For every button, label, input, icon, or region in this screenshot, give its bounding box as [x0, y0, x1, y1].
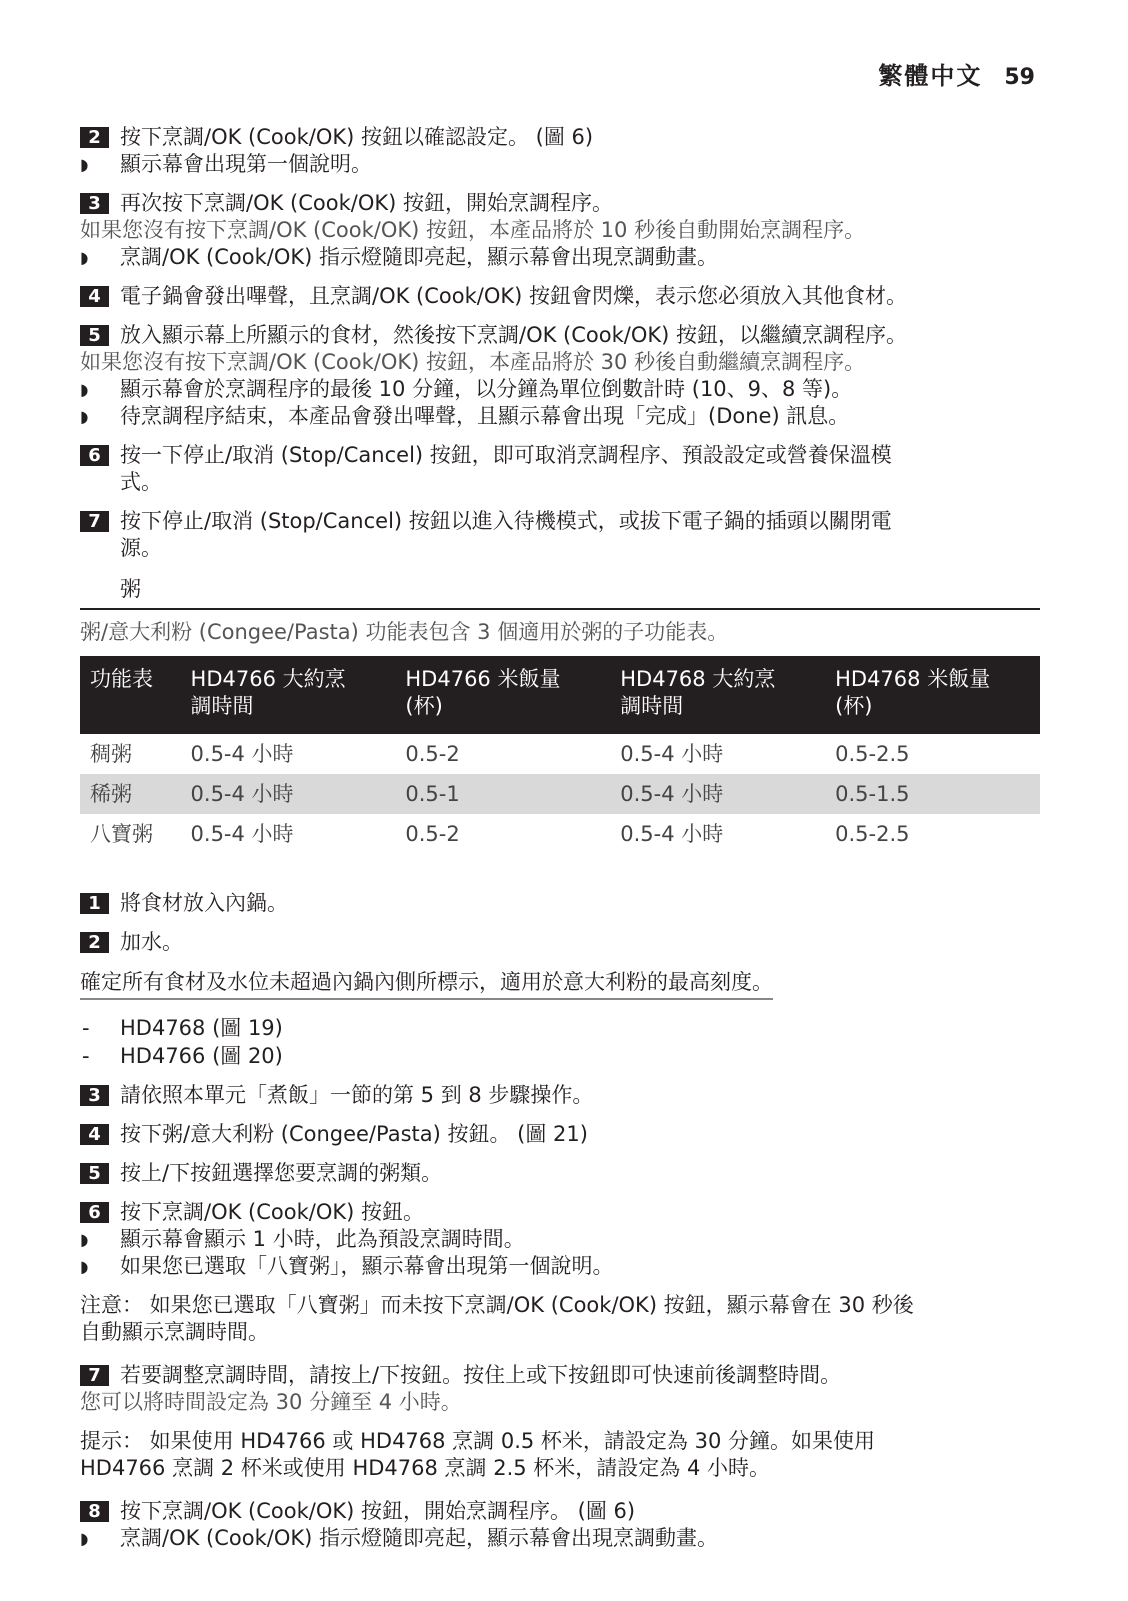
step-4 [80, 1121, 1040, 1148]
bullet-item [80, 1253, 1040, 1280]
caution-line-1: 注意： 如果您已選取「八寶粥」而未按下烹調/OK (Cook/OK) 按鈕，顯示幕會在 30 秒後 [80, 1293, 914, 1317]
model-text: HD4766 (圖 20) [120, 1044, 283, 1068]
page-header [878, 56, 1035, 91]
bullet-item [80, 403, 1040, 430]
table-row [80, 814, 1040, 854]
step-number: 8 [80, 1501, 109, 1522]
step-number: 3 [80, 193, 109, 214]
step-5 [80, 322, 1040, 430]
step-1 [80, 890, 1040, 917]
step-number: 3 [80, 1085, 109, 1106]
table-cell: 0.5-4 小時 [610, 774, 825, 814]
step-text: 電子鍋會發出嗶聲，且烹調/OK (Cook/OK) 按鈕會閃爍，表示您必須放入其他食材。 [120, 284, 908, 308]
column-header [395, 656, 610, 734]
caution-note [80, 1292, 1040, 1346]
water-level-note: 確定所有食材及水位未超過內鍋內側所標示，適用於意大利粉的最高刻度。 [80, 968, 773, 1000]
bullet-item [80, 1226, 1040, 1253]
bullet-item [80, 244, 1040, 271]
bullet-text: 烹調/OK (Cook/OK) 指示燈隨即亮起，顯示幕會出現烹調動畫。 [120, 245, 719, 269]
column-header-line: HD4766 米飯量 [405, 667, 561, 691]
congee-menu-table [80, 656, 1040, 854]
language-label: 繁體中文 [878, 62, 983, 90]
table-cell: 稠粥 [90, 742, 132, 766]
intro-steps [80, 124, 1040, 562]
step-text: 請依照本單元「煮飯」一節的第 5 到 8 步驟操作。 [120, 1083, 594, 1107]
tip-line-1: 提示： 如果使用 HD4766 或 HD4768 烹調 0.5 杯米，請設定為 30 分鐘。如果使用 [80, 1429, 876, 1453]
table-cell: 0.5-2 [405, 742, 460, 766]
step-6 [80, 1199, 1040, 1280]
bullet-icon: ◗ [80, 248, 89, 267]
step-subtext: 如果您沒有按下烹調/OK (Cook/OK) 按鈕，本產品將於 10 秒後自動開始烹調程序。 [80, 218, 866, 242]
table-cell: 0.5-4 小時 [190, 742, 294, 766]
step-number: 7 [80, 1365, 109, 1386]
table-cell: 0.5-2.5 [835, 742, 910, 766]
step-text: 按下粥/意大利粉 (Congee/Pasta) 按鈕。 (圖 21) [120, 1122, 588, 1146]
step-text-continued: 式。 [120, 470, 162, 494]
table-header-row [80, 656, 1040, 734]
step-text: 再次按下烹調/OK (Cook/OK) 按鈕，開始烹調程序。 [120, 191, 614, 215]
section-title: 粥 [80, 574, 1040, 610]
step-6 [80, 442, 1040, 496]
bullet-icon: ◗ [80, 1230, 89, 1249]
dash-icon: - [82, 1044, 90, 1068]
bullet-icon: ◗ [80, 407, 89, 426]
column-header-line: 功能表 [90, 667, 153, 691]
table-cell: 稀粥 [80, 774, 181, 814]
step-subtext: 如果您沒有按下烹調/OK (Cook/OK) 按鈕，本產品將於 30 秒後自動繼續烹調程序。 [80, 350, 866, 374]
step-2 [80, 124, 1040, 178]
step-number: 5 [80, 325, 109, 346]
step-number: 4 [80, 1124, 109, 1145]
column-header [825, 656, 1040, 734]
model-list [80, 1014, 1040, 1070]
table-row [80, 774, 1040, 814]
table-cell: 0.5-4 小時 [190, 822, 294, 846]
step-7 [80, 508, 1040, 562]
bullet-text: 烹調/OK (Cook/OK) 指示燈隨即亮起，顯示幕會出現烹調動畫。 [120, 1526, 719, 1550]
step-number: 1 [80, 893, 109, 914]
table-cell: 0.5-4 小時 [620, 822, 724, 846]
column-header-line: 調時間 [190, 694, 254, 718]
step-number: 2 [80, 932, 109, 953]
bullet-item [80, 376, 1040, 403]
bullet-icon: ◗ [80, 380, 89, 399]
bullet-text: 顯示幕會顯示 1 小時，此為預設烹調時間。 [120, 1227, 525, 1251]
step-7 [80, 1362, 1040, 1416]
step-text-continued: 源。 [120, 536, 162, 560]
bullet-item [80, 1525, 1040, 1552]
bullet-text: 如果您已選取「八寶粥」，顯示幕會出現第一個說明。 [120, 1254, 614, 1278]
step-2 [80, 929, 1040, 956]
step-text: 按下烹調/OK (Cook/OK) 按鈕。 [120, 1200, 425, 1224]
step-text: 按一下停止/取消 (Stop/Cancel) 按鈕，即可取消烹調程序、預設設定或營養保溫模 [120, 443, 892, 467]
step-3 [80, 190, 1040, 271]
bullet-item [80, 151, 1040, 178]
column-header-line: 調時間 [620, 694, 684, 718]
column-header [80, 656, 181, 734]
step-8 [80, 1498, 1040, 1552]
step-number: 2 [80, 127, 109, 148]
bullet-text: 顯示幕會出現第一個說明。 [120, 152, 372, 176]
steps-a [80, 890, 1040, 956]
step-number: 6 [80, 445, 109, 466]
step-text: 按下停止/取消 (Stop/Cancel) 按鈕以進入待機模式，或拔下電子鍋的插頭以關閉電 [120, 509, 892, 533]
table-cell: 八寶粥 [90, 822, 153, 846]
step-text: 按上/下按鈕選擇您要烹調的粥類。 [120, 1161, 443, 1185]
column-header [181, 656, 396, 734]
table-cell: 0.5-2 [405, 822, 460, 846]
tip-line-2: HD4766 烹調 2 杯米或使用 HD4768 烹調 2.5 杯米，請設定為 4 小時。 [80, 1456, 771, 1480]
step-text: 放入顯示幕上所顯示的食材，然後按下烹調/OK (Cook/OK) 按鈕，以繼續烹調程序。 [120, 323, 908, 347]
bullet-text: 顯示幕會於烹調程序的最後 10 分鐘，以分鐘為單位倒數計時 (10、9、8 等)。 [120, 377, 853, 401]
column-header-line: (杯) [405, 694, 443, 718]
table-cell: 0.5-4 小時 [181, 774, 396, 814]
step-5 [80, 1160, 1040, 1187]
column-header-line: (杯) [835, 694, 873, 718]
tip-note [80, 1428, 1040, 1482]
step-text: 按下烹調/OK (Cook/OK) 按鈕，開始烹調程序。 (圖 6) [120, 1499, 636, 1523]
table-cell: 0.5-1.5 [825, 774, 1040, 814]
steps-b [80, 1082, 1040, 1187]
model-item [80, 1014, 1040, 1042]
model-text: HD4768 (圖 19) [120, 1016, 283, 1040]
step-text: 加水。 [120, 930, 183, 954]
model-item [80, 1042, 1040, 1070]
step-text: 若要調整烹調時間，請按上/下按鈕。按住上或下按鈕即可快速前後調整時間。 [120, 1363, 842, 1387]
table-cell: 0.5-4 小時 [620, 742, 724, 766]
column-header [610, 656, 825, 734]
column-header-line: HD4768 米飯量 [835, 667, 991, 691]
column-header-line: HD4768 大約烹 [620, 667, 776, 691]
step-number: 6 [80, 1202, 109, 1223]
step-3 [80, 1082, 1040, 1109]
step-number: 4 [80, 286, 109, 307]
step-text: 將食材放入內鍋。 [120, 891, 288, 915]
page-number: 59 [1004, 65, 1035, 90]
table-cell: 0.5-2.5 [835, 822, 910, 846]
table-cell: 0.5-1 [395, 774, 610, 814]
bullet-text: 待烹調程序結束，本產品會發出嗶聲，且顯示幕會出現「完成」(Done) 訊息。 [120, 404, 850, 428]
column-header-line: HD4766 大約烹 [190, 667, 346, 691]
step-subtext: 您可以將時間設定為 30 分鐘至 4 小時。 [80, 1390, 462, 1414]
page-content [80, 124, 1040, 1564]
bullet-icon: ◗ [80, 155, 89, 174]
caution-line-2: 自動顯示烹調時間。 [80, 1320, 269, 1344]
section-intro: 粥/意大利粉 (Congee/Pasta) 功能表包含 3 個適用於粥的子功能表。 [80, 620, 729, 644]
step-number: 5 [80, 1163, 109, 1184]
bullet-icon: ◗ [80, 1529, 89, 1548]
step-number: 7 [80, 511, 109, 532]
dash-icon: - [82, 1016, 90, 1040]
step-4 [80, 283, 1040, 310]
table-row [80, 734, 1040, 774]
step-text: 按下烹調/OK (Cook/OK) 按鈕以確認設定。 (圖 6) [120, 125, 594, 149]
bullet-icon: ◗ [80, 1257, 89, 1276]
